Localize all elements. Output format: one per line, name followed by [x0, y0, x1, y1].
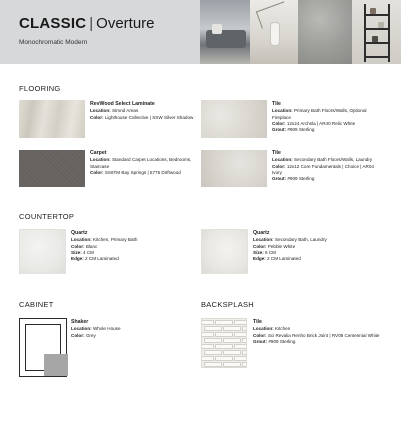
product-color: Lighthouse Collective | SSW Silver Shadow [104, 114, 194, 120]
flooring-item-carpet: Carpet Location: Standard Carpet Locations, Bedrooms, Staircase Color: SS6TM Bay Springs | 5775 Driftwood [90, 150, 194, 176]
product-color: Grey [85, 332, 96, 338]
laminate-swatch [19, 100, 85, 138]
flooring-item-laminate: RevWood Select Laminate Location: Stmnd Areas Color: Lighthouse Collective | SSW Silver Shadow [90, 101, 194, 120]
product-color: SS6TM Bay Springs | 5775 Driftwood [104, 169, 181, 175]
brand-name: CLASSIC [19, 15, 87, 32]
product-title: Quartz [253, 230, 270, 236]
product-color: Pebble White [267, 243, 296, 249]
product-edge: 2 CM Laminated [85, 256, 119, 262]
product-location: Kitchen, Primary Bath [92, 237, 138, 243]
product-color: 12x24 Archsla | AR40 Relic White [286, 120, 356, 126]
product-title: Tile [272, 101, 281, 107]
product-color: Blanc [85, 243, 98, 249]
product-title: RevWood Select Laminate [90, 101, 155, 107]
title-separator: | [89, 15, 94, 32]
product-title: Quartz [71, 230, 88, 236]
countertop-item-primary: Quartz Location: Kitchen, Primary Bath Color: Blanc Size: 4 CM Edge: 2 CM Laminated [71, 230, 189, 262]
product-location: Standard Carpet Locations, Bedrooms, Staircase [90, 157, 192, 169]
product-size: 4 CM [83, 249, 94, 255]
product-edge: 2 CM Laminated [267, 256, 301, 262]
product-location: Primary Bath Floors/Walls, Optional Fireplace [272, 108, 367, 120]
flooring-item-tile-primary: Tile Location: Primary Bath Floors/Walls, Optional Fireplace Color: 12x24 Archsla | AR40 Relic White Grout: #909 Sterling [272, 101, 384, 133]
header-banner [0, 0, 401, 64]
page-title [19, 15, 155, 33]
product-title: Shaker [71, 319, 89, 325]
brick-tile-swatch [201, 318, 247, 368]
countertop-item-secondary: Quartz Location: Secondary Bath, Laundry Color: Pebble White Size: 6 CM Edge: 2 CM Laminated [253, 230, 385, 262]
product-color: Sci Revalia Renho Brick Joint | RV08 Centennial White [267, 332, 380, 338]
product-title: Carpet [90, 150, 107, 156]
inspiration-photos [200, 0, 401, 64]
carpet-swatch [19, 150, 85, 187]
product-title: Tile [272, 150, 281, 156]
product-size: 6 CM [265, 249, 276, 255]
product-grout: #909 Sterling [268, 338, 296, 344]
cabinet-color-chip [44, 354, 68, 376]
section-title-flooring: FLOORING [19, 84, 61, 93]
quartz-pebble-white-swatch [201, 229, 248, 274]
concrete-texture-photo [298, 0, 352, 64]
product-location: Stmnd Areas [111, 108, 139, 114]
product-location: Whole House [92, 326, 121, 332]
page-subtitle: Monochromatic Modern [19, 39, 88, 46]
tile-primary-bath-swatch [201, 100, 267, 138]
section-title-countertop: COUNTERTOP [19, 212, 75, 221]
product-grout: #909 Sterling [287, 176, 315, 182]
product-grout: #909 Sterling [287, 127, 315, 133]
collection-name: Overture [96, 15, 155, 32]
flooring-item-tile-secondary: Tile Location: Secondary Bath Floors/Walls, Laundry Color: 12x12 Core Fundamentals | Choice | AR04 Ivory Grout: #909 Sterling [272, 150, 384, 182]
vase-photo [250, 0, 298, 64]
section-title-backsplash: BACKSPLASH [201, 300, 255, 309]
product-title: Tile [253, 319, 262, 325]
product-color: 12x12 Core Fundamentals | Choice | AR04 Ivory [272, 163, 374, 175]
backsplash-item: Tile Location: Kitchen Color: Sci Revalia Renho Brick Joint | RV08 Centennial White Grout: #909 Sterling [253, 319, 385, 345]
shelf-photo [352, 0, 401, 64]
product-location: Secondary Bath, Laundry [274, 237, 327, 243]
section-title-cabinet: CABINET [19, 300, 54, 309]
living-room-photo [200, 0, 250, 64]
product-location: Secondary Bath Floors/Walls, Laundry [293, 157, 373, 163]
product-location: Kitchen [274, 326, 291, 332]
tile-secondary-bath-swatch [201, 150, 267, 187]
cabinet-item: Shaker Location: Whole House Color: Grey [71, 319, 189, 339]
quartz-blanc-swatch [19, 229, 66, 274]
